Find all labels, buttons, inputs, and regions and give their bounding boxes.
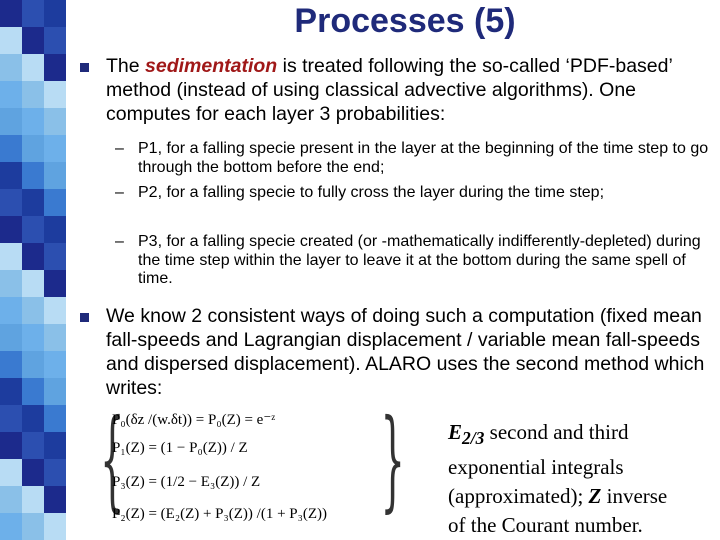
sub-item-p1 [115, 140, 715, 177]
e-subscript: 2/3 [462, 428, 485, 449]
decorative-stripe [0, 0, 66, 540]
bullet-square-icon [80, 63, 89, 72]
sub-item-text: P1, for a falling specie present in the layer at the beginning of the time step to go through the bottom before the end; [138, 140, 709, 176]
z-symbol: Z [588, 484, 602, 509]
dash-icon: – [115, 140, 124, 157]
note-line-3 [448, 482, 718, 511]
left-brace-icon: { [100, 395, 125, 523]
sedimentation-emphasis: sedimentation [145, 55, 278, 77]
sub-item-p2 [115, 184, 715, 203]
bullet-square-icon [80, 313, 89, 322]
bullet-2-text: We know 2 consistent ways of doing such a computation (fixed mean fall-speeds and Lagrangian displacement / variable mean fall-speeds and dispersed displacement). ALARO uses the second method which writes: [106, 305, 705, 399]
equation-note [448, 418, 718, 540]
right-brace-icon: } [380, 395, 405, 523]
dash-icon: – [115, 233, 124, 250]
equation-p3: P₃(Z) = (1/2 − E₃(Z)) / Z [112, 474, 261, 490]
dash-icon: – [115, 184, 124, 201]
equation-p1: P₁(Z) = (1 − P₀(Z)) / Z [112, 440, 248, 456]
sub-item-text: P2, for a falling specie to fully cross the layer during the time step; [138, 184, 605, 201]
equation-p0: P₀(δz /(w.δt)) = P₀(Z) = e⁻ᶻ [112, 412, 276, 428]
sub-item-p3 [115, 233, 715, 289]
note-text: (approximated); [448, 484, 589, 509]
bullet-1-post: is treated following the so-called ‘PDF-based’ method (instead of using classical advective algorithms). One computes for each layer 3 probabilities: [106, 55, 673, 125]
equation-system [100, 395, 405, 530]
note-text: inverse [601, 484, 668, 509]
bullet-1-text [106, 54, 718, 126]
slide-title: Processes (5) [294, 2, 516, 40]
note-line-4: of the Courant number. [448, 513, 643, 538]
sub-item-text: P3, for a falling specie created (or -mathematically indifferently-depleted) during the time step within the layer to leave it at the bottom during the same spell of time. [138, 233, 701, 287]
e-symbol: E [448, 420, 463, 444]
equation-p2: P₂(Z) = (E₂(Z) + P₃(Z)) /(1 + P₃(Z)) [112, 506, 327, 522]
note-line-1 [448, 418, 718, 453]
note-line-2: exponential integrals [448, 455, 624, 480]
bullet-1-pre: The [106, 55, 146, 77]
note-text: second and third [484, 420, 629, 444]
